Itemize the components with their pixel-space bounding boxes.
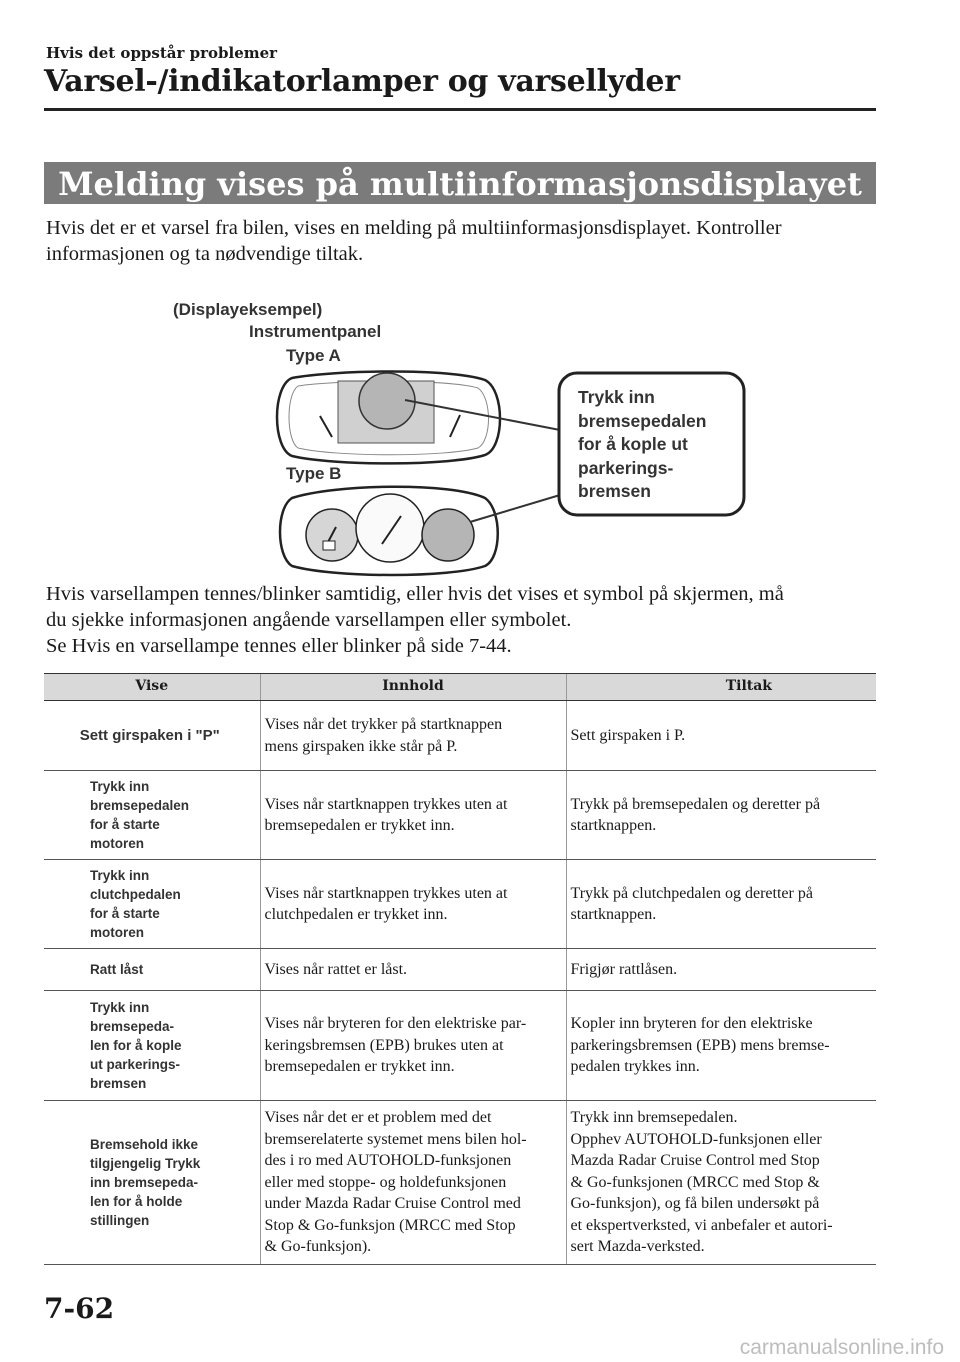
action-line: sert Mazda-verksted. [570,1238,705,1255]
table-row [44,771,876,860]
display-cell [44,860,260,949]
display-cell [44,1101,260,1265]
content-line: Stop & Go-funksjon (MRCC med Stop [264,1216,516,1234]
display-cell [44,771,260,860]
action-line: Trykk på clutchpedalen og deretter på [570,884,813,902]
action-cell [566,701,876,771]
column-header: Innhold [260,674,566,701]
content-cell [260,991,566,1101]
display-text: stillingen [90,1212,150,1228]
content-line: bremsepedalen er trykket inn. [264,817,455,834]
content-line: Vises når det trykker på startknappen [264,716,503,733]
content-line: bremserelaterte systemet mens bilen hol- [264,1130,527,1148]
display-text: Trykk inn [90,1000,150,1015]
display-text: Ratt låst [90,962,144,977]
action-line: Sett girspaken i P. [570,726,686,744]
display-example-figure [160,290,760,580]
action-line: Go-funksjon), og få bilen undersøkt på [570,1195,820,1212]
content-line: Vises når det er et problem med det [264,1109,492,1126]
display-text: inn bremsepeda- [90,1174,199,1190]
action-line: startknappen. [570,817,657,834]
display-text: for å starte [90,906,160,921]
table-row [44,701,876,771]
display-text: motoren [90,925,144,940]
content-line: Vises når startknappen trykkes uten at [264,884,508,902]
content-line: bremsepedalen er trykket inn. [264,1058,455,1076]
body-line: Se Hvis en varsellampe tennes eller blinker på side 7-44. [46,635,512,657]
table-header-row [44,674,876,701]
page-number: 7-62 [44,1292,115,1325]
action-cell [566,860,876,949]
content-line: Vises når rattet er låst. [264,960,408,978]
display-text: bremsepedalen [90,798,190,813]
table-row [44,949,876,991]
table-row [44,860,876,949]
figure-caption: (Displayeksempel) [173,300,323,319]
table-row [44,991,876,1101]
display-text: ut parkerings- [90,1057,181,1072]
display-text: bremsen [90,1076,147,1091]
callout-line: bremsepedalen [578,410,707,431]
action-line: parkeringsbremsen (EPB) mens bremse- [570,1036,830,1054]
content-line: keringsbremsen (EPB) brukes uten at [264,1036,504,1054]
callout-line: Trykk inn [578,387,655,407]
content-cell [260,949,566,991]
content-line: Vises når bryteren for den elektriske par- [264,1015,527,1033]
type-b-cluster [280,487,498,575]
content-line: clutchpedalen er trykket inn. [264,906,448,923]
watermark: carmanualsonline.info [739,1336,944,1359]
content-line: mens girspaken ikke står på P. [264,737,458,755]
action-line: Trykk inn bremsepedalen. [570,1109,738,1126]
section-banner: Melding vises på multiinformasjonsdisplayet [44,162,876,204]
action-cell [566,991,876,1101]
panel-label: Instrumentpanel [249,322,382,341]
type-a-cluster [277,372,500,464]
intro-line: informasjonen og ta nødvendige tiltak. [46,243,364,265]
display-cell [44,991,260,1101]
content-cell [260,1101,566,1265]
display-text: bremsepeda- [90,1019,175,1034]
content-line: under Mazda Radar Cruise Control med [264,1195,521,1212]
content-line: des i ro med AUTOHOLD-funksjonen [264,1152,512,1169]
title-rule [44,108,876,111]
action-line: Frigjør rattlåsen. [570,960,678,978]
type-a-label: Type A [286,346,341,365]
action-line: & Go-funksjonen (MRCC med Stop & [570,1173,820,1191]
content-line: & Go-funksjon). [264,1238,372,1255]
action-line: Kopler inn bryteren for den elektriske [570,1015,813,1033]
action-cell [566,1101,876,1265]
display-cell [44,949,260,991]
display-text: Bremsehold ikke [90,1136,199,1152]
display-text: Trykk inn [90,779,150,794]
action-line: startknappen. [570,906,657,923]
callout-text [578,386,706,504]
action-line: pedalen trykkes inn. [570,1058,700,1076]
display-text: tilgjengelig Trykk [90,1155,201,1171]
column-header: Tiltak [566,674,876,701]
action-line: et ekspertverksted, vi anbefaler et autori- [570,1216,833,1234]
callout-line: for å kople ut [578,434,688,454]
table-row [44,1101,876,1265]
display-text: len for å kople [90,1038,182,1053]
action-cell [566,771,876,860]
action-cell [566,949,876,991]
content-cell [260,701,566,771]
display-text: Trykk inn [90,868,150,883]
body-line: du sjekke informasjonen angående varsellampen eller symbolet. [46,609,572,631]
content-cell [260,860,566,949]
warning-messages-table [44,673,876,1265]
content-cell [260,771,566,860]
type-b-label: Type B [286,464,342,483]
content-line: Vises når startknappen trykkes uten at [264,795,508,813]
display-text: motoren [90,836,144,851]
display-text: Sett girspaken i "P" [79,727,220,744]
column-header: Vise [44,674,260,701]
action-line: Mazda Radar Cruise Control med Stop [570,1152,820,1169]
action-line: Opphev AUTOHOLD-funksjonen eller [570,1130,822,1148]
display-text: len for å holde [90,1193,183,1209]
display-text: clutchpedalen [90,887,181,902]
intro-line: Hvis det er et varsel fra bilen, vises en melding på multiinformasjonsdisplayet. Kontroller [46,217,782,239]
display-text: for å starte [90,817,160,832]
callout-line: bremsen [578,481,651,501]
body-paragraph [46,581,876,659]
page-title: Varsel-/indikatorlamper og varsellyder [44,64,680,99]
callout-line: parkerings- [578,457,674,478]
content-line: eller med stoppe- og holdefunksjonen [264,1173,507,1191]
body-line: Hvis varsellampen tennes/blinker samtidig, eller hvis det vises et symbol på skjermen, må [46,583,784,605]
intro-paragraph [46,215,876,267]
action-line: Trykk på bremsepedalen og deretter på [570,795,821,813]
display-cell [44,701,260,771]
section-label: Hvis det oppstår problemer [46,44,278,62]
